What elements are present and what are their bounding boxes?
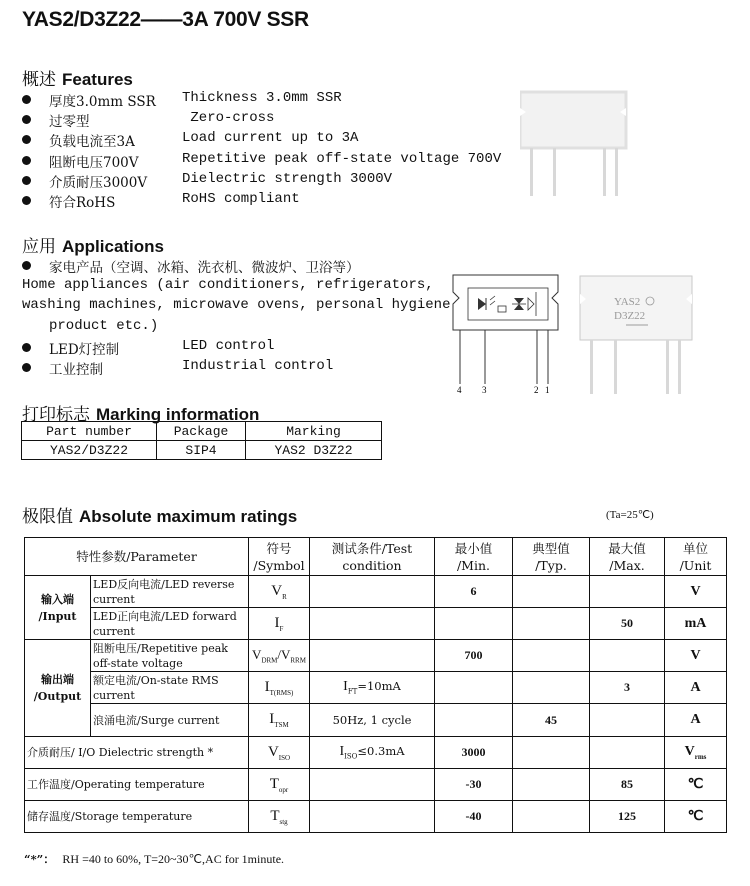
test-cell: [310, 769, 435, 801]
features-heading-zh: 概述: [22, 70, 56, 90]
table-row: [25, 608, 727, 640]
max-cell: 125: [590, 801, 665, 833]
header-unit: 单位 /Unit: [665, 538, 727, 576]
typ-cell: [513, 672, 590, 704]
max-cell: 3: [590, 672, 665, 704]
bullet-icon: [22, 176, 31, 185]
table-row: [25, 576, 727, 608]
feature-zh: 负载电流至3A: [49, 134, 135, 150]
unit-cell: ℃: [665, 801, 727, 833]
features-heading-en: Features: [62, 70, 133, 89]
feature-en: Dielectric strength 3000V: [182, 171, 393, 187]
features-heading: [22, 65, 133, 90]
test-cell: $I_{FT}=10mA$: [310, 672, 435, 704]
min-cell: [435, 672, 513, 704]
applications-heading: [22, 232, 164, 257]
bullet-icon: [22, 135, 31, 144]
typ-cell: [513, 801, 590, 833]
bullet-icon: [22, 196, 31, 205]
param-cell: 浪涌电流/Surge current: [91, 704, 249, 737]
min-cell: 3000: [435, 737, 513, 769]
applications-heading-zh: 应用: [22, 237, 56, 257]
table-cell: SIP4: [157, 441, 246, 460]
param-cell: 阻断电压/Repetitive peak off-state voltage: [91, 640, 249, 672]
table-row: [25, 737, 727, 769]
param-cell: 额定电流/On-state RMS current: [91, 672, 249, 704]
header-parameter: 特性参数/Parameter: [25, 538, 249, 576]
application-zh: 家电产品（空调、冰箱、洗衣机、微波炉、卫浴等）: [49, 260, 360, 276]
product-image-top: [520, 90, 630, 198]
typ-cell: [513, 769, 590, 801]
feature-en: RoHS compliant: [182, 191, 300, 207]
marking-table: [21, 421, 382, 460]
param-cell: 介质耐压/ I/O Dielectric strength *: [25, 737, 249, 769]
test-cell: $I_{ISO}\le 0.3mA$: [310, 737, 435, 769]
feature-en: Repetitive peak off-state voltage 700V: [182, 151, 502, 167]
table-cell: YAS2/D3Z22: [22, 441, 157, 460]
unit-cell: ℃: [665, 769, 727, 801]
table-header-row: [25, 538, 727, 576]
feature-zh: 厚度3.0mm SSR: [49, 94, 156, 110]
table-header-row: [22, 422, 382, 441]
max-cell: [590, 576, 665, 608]
pin-label: 3: [482, 385, 487, 395]
typ-cell: [513, 737, 590, 769]
marking-heading-zh: 打印标志: [22, 405, 90, 425]
product-image-marked: [578, 274, 698, 396]
symbol-cell: $V_{ISO}$: [249, 737, 310, 769]
feature-en: Load current up to 3A: [182, 130, 359, 146]
table-header-cell: Marking: [246, 422, 382, 441]
table-header-cell: Package: [157, 422, 246, 441]
device-marking-line2: D3Z22: [614, 310, 646, 322]
test-cell: [310, 640, 435, 672]
min-cell: 6: [435, 576, 513, 608]
header-typ: 典型值 /Typ.: [513, 538, 590, 576]
applications-heading-en: Applications: [62, 237, 165, 256]
feature-en: Zero-cross: [182, 110, 275, 126]
typ-cell: 45: [513, 704, 590, 737]
typ-cell: [513, 608, 590, 640]
bullet-icon: [22, 343, 31, 352]
feature-zh: 过零型: [49, 114, 90, 130]
min-cell: -40: [435, 801, 513, 833]
unit-cell: V: [665, 576, 727, 608]
footnote-mark: “*”：: [24, 852, 55, 866]
min-cell: 700: [435, 640, 513, 672]
header-test-condition: 测试条件/Test condition: [310, 538, 435, 576]
group-output: 输出端 /Output: [25, 640, 91, 737]
unit-cell: V: [665, 640, 727, 672]
symbol-cell: $V_{DRM}/V_{RRM}$: [249, 640, 310, 672]
table-cell: YAS2 D3Z22: [246, 441, 382, 460]
feature-zh: 介质耐压3000V: [49, 175, 148, 191]
pin-label: 2: [534, 385, 539, 395]
symbol-cell: $T_{stg}$: [249, 801, 310, 833]
application-zh: 工业控制: [49, 362, 103, 378]
test-cell: [310, 801, 435, 833]
symbol-cell: $I_{T(RMS)}$: [249, 672, 310, 704]
marking-heading-en: Marking information: [96, 405, 260, 424]
symbol-cell: $I_{TSM}$: [249, 704, 310, 737]
symbol-cell: $T_{opr}$: [249, 769, 310, 801]
unit-cell: mA: [665, 608, 727, 640]
footnote: [24, 851, 284, 867]
max-cell: [590, 704, 665, 737]
ratings-heading-en: Absolute maximum ratings: [79, 507, 298, 526]
device-marking-line1: YAS2: [614, 296, 641, 308]
feature-zh: 符合RoHS: [49, 195, 116, 211]
group-input: 输入端 /Input: [25, 576, 91, 640]
ratings-condition: (Ta=25℃): [606, 509, 654, 521]
application-text-line: product etc.): [49, 318, 159, 334]
table-row: [25, 640, 727, 672]
table-row: [25, 704, 727, 737]
application-en: Industrial control: [182, 358, 334, 374]
document-title: YAS2/D3Z22——3A 700V SSR: [22, 8, 309, 31]
table-header-cell: Part number: [22, 422, 157, 441]
param-cell: LED反向电流/LED reverse current: [91, 576, 249, 608]
header-min: 最小值 /Min.: [435, 538, 513, 576]
ratings-heading-zh: 极限值: [22, 507, 73, 527]
max-cell: 50: [590, 608, 665, 640]
header-max: 最大值 /Max.: [590, 538, 665, 576]
param-cell: 储存温度/Storage temperature: [25, 801, 249, 833]
application-en: LED control: [182, 338, 275, 354]
symbol-cell: $I_F$: [249, 608, 310, 640]
pin-label: 1: [545, 385, 550, 395]
bullet-icon: [22, 261, 31, 270]
table-row: [25, 801, 727, 833]
test-cell: [310, 608, 435, 640]
test-cell: 50Hz, 1 cycle: [310, 704, 435, 737]
param-cell: LED正向电流/LED forward current: [91, 608, 249, 640]
unit-cell: $V_{rms}$: [665, 737, 727, 769]
footnote-text: RH =40 to 60%, T=20~30℃,AC for 1minute.: [62, 852, 285, 866]
param-cell: 工作温度/Operating temperature: [25, 769, 249, 801]
feature-zh: 阻断电压700V: [49, 155, 139, 171]
symbol-cell: $V_R$: [249, 576, 310, 608]
application-zh: LED灯控制: [49, 342, 120, 358]
test-cell: [310, 576, 435, 608]
min-cell: [435, 704, 513, 737]
bullet-icon: [22, 95, 31, 104]
header-symbol: 符号 /Symbol: [249, 538, 310, 576]
max-cell: [590, 737, 665, 769]
bullet-icon: [22, 156, 31, 165]
table-row: [25, 672, 727, 704]
unit-cell: A: [665, 672, 727, 704]
bullet-icon: [22, 115, 31, 124]
pin-label: 4: [457, 385, 462, 395]
max-cell: [590, 640, 665, 672]
application-text-line: washing machines, microwave ovens, personal hygiene: [22, 297, 451, 313]
feature-en: Thickness 3.0mm SSR: [182, 90, 342, 106]
unit-cell: A: [665, 704, 727, 737]
application-text-line: Home appliances (air conditioners, refrigerators,: [22, 277, 434, 293]
table-row: [25, 769, 727, 801]
ratings-table: [24, 537, 727, 833]
min-cell: -30: [435, 769, 513, 801]
ratings-heading: [22, 502, 297, 527]
typ-cell: [513, 576, 590, 608]
circuit-diagram: [448, 272, 566, 396]
min-cell: [435, 608, 513, 640]
bullet-icon: [22, 363, 31, 372]
table-row: [22, 441, 382, 460]
max-cell: 85: [590, 769, 665, 801]
typ-cell: [513, 640, 590, 672]
